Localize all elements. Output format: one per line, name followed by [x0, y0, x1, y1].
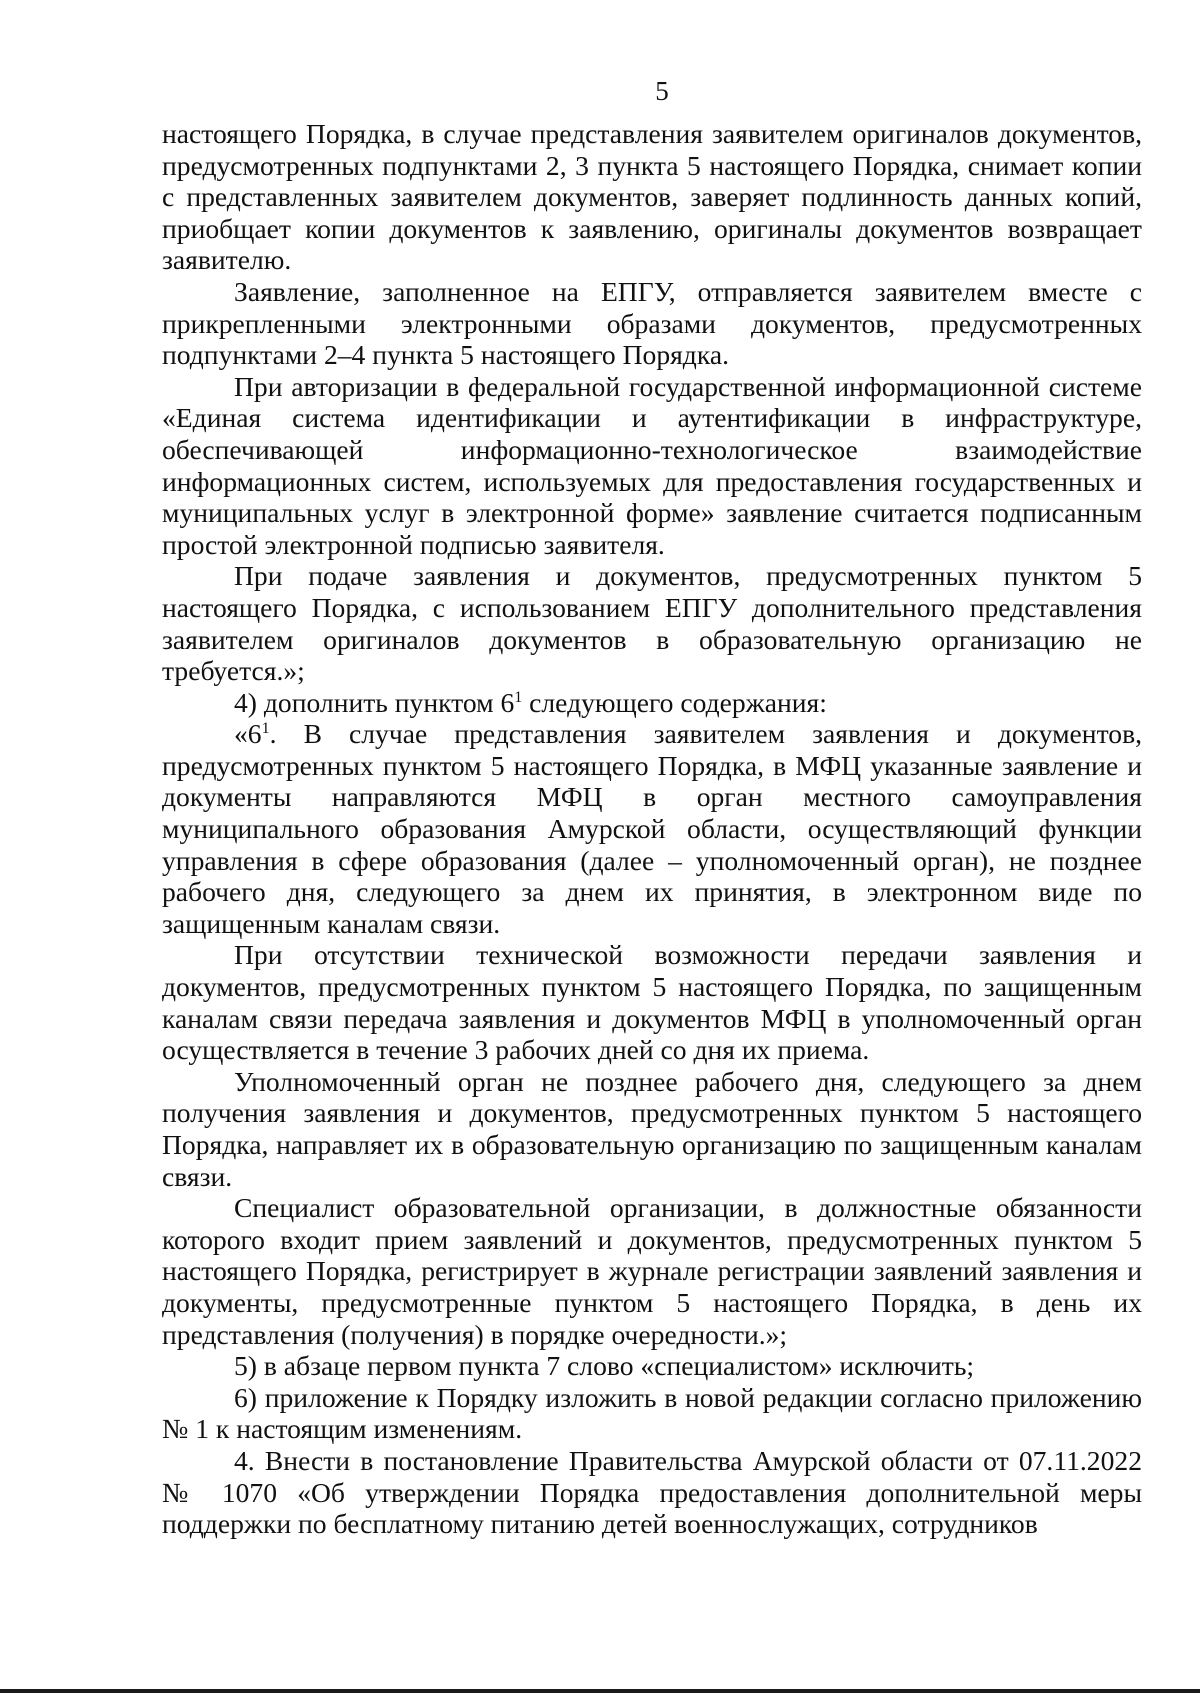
scan-edge-line — [0, 1689, 1200, 1693]
paragraph-text: Специалист образовательной организации, в должностные обязанности которого входит прием заявлений и документов, предусмотренных пунктом 5 настоящего Порядка, регистрирует в журнале регистрации заявлений заявления и документы, предусмотренные пунктом 5 настоящего Порядка, в день их представления (получения) в порядке очередности.»; — [162, 1192, 1142, 1350]
paragraph-text: 6) приложение к Порядку изложить в новой редакции согласно приложению № 1 к настоящим изменениям. — [162, 1381, 1142, 1445]
superscript: 1 — [514, 688, 523, 706]
paragraph-text: При авторизации в федеральной государственной информационной системе «Единая система идентификации и аутентификации в инфраструктуре, обеспечивающей информационно-технологическое взаимодействие информационных систем, используемых для предоставления государственных и муниципальных услуг в электронной форме» заявление считается подписанным простой электронной подписью заявителя. — [162, 370, 1142, 560]
paragraph-11 — [162, 1382, 1142, 1445]
paragraph-text: Уполномоченный орган не позднее рабочего дня, следующего за днем получения заявления и документов, предусмотренных пунктом 5 настоящего Порядка, направляет их в образовательную организацию по защищенным каналам связи. — [162, 1065, 1142, 1192]
paragraph-7 — [162, 939, 1142, 1065]
paragraph-10 — [162, 1350, 1142, 1382]
paragraph-text: 4. Внести в постановление Правительства Амурской области от 07.11.2022 № 1070 «Об утверждении Порядка предоставления дополнительной меры поддержки по бесплатному питанию детей военнослужащих, сотрудников — [162, 1444, 1142, 1540]
paragraph-text: настоящего Порядка, в случае представления заявителем оригиналов документов, предусмотренных подпунктами 2, 3 пункта 5 настоящего Порядка, снимает копии с представленных заявителем документов, заверяет подлинность данных копий, приобщает копии документов к заявлению, оригиналы документов возвращает заявителю. — [162, 118, 1142, 276]
paragraph-8 — [162, 1066, 1142, 1192]
page-number: 5 — [655, 76, 669, 106]
superscript: 1 — [261, 720, 270, 738]
paragraph-5 — [162, 687, 1142, 719]
paragraph-text: При подаче заявления и документов, предусмотренных пунктом 5 настоящего Порядка, с использованием ЕПГУ дополнительного представления заявителем оригиналов документов в образовательную организацию не требуется.»; — [162, 560, 1142, 687]
paragraph-6 — [162, 718, 1142, 939]
paragraph-4 — [162, 560, 1142, 686]
paragraph-text: следующего содержания: — [522, 686, 827, 718]
paragraph-9 — [162, 1192, 1142, 1350]
paragraph-2 — [162, 276, 1142, 371]
document-body — [162, 118, 1142, 1540]
paragraph-3 — [162, 371, 1142, 561]
paragraph-text: . В случае представления заявителем заявления и документов, предусмотренных пунктом 5 настоящего Порядка, в МФЦ указанные заявление и документы направляются МФЦ в орган местного самоуправления муниципального образования Амурской области, осуществляющий функции управления в сфере образования (далее – уполномоченный орган), не позднее рабочего дня, следующего за днем их принятия, в электронном виде по защищенным каналам связи. — [162, 718, 1142, 939]
paragraph-text: При отсутствии технической возможности передачи заявления и документов, предусмотренных пунктом 5 настоящего Порядка, по защищенным каналам связи передача заявления и документов МФЦ в уполномоченный орган осуществляется в течение 3 рабочих дней со дня их приема. — [162, 939, 1142, 1066]
paragraph-text: 5) в абзаце первом пункта 7 слово «специалистом» исключить; — [234, 1350, 975, 1382]
paragraph-1 — [162, 118, 1142, 276]
paragraph-text: 4) дополнить пунктом 6 — [234, 686, 515, 718]
paragraph-text: «6 — [234, 718, 262, 750]
paragraph-text: Заявление, заполненное на ЕПГУ, отправляется заявителем вместе с прикрепленными электронными образами документов, предусмотренных подпунктами 2–4 пункта 5 настоящего Порядка. — [162, 275, 1142, 371]
paragraph-12 — [162, 1445, 1142, 1540]
